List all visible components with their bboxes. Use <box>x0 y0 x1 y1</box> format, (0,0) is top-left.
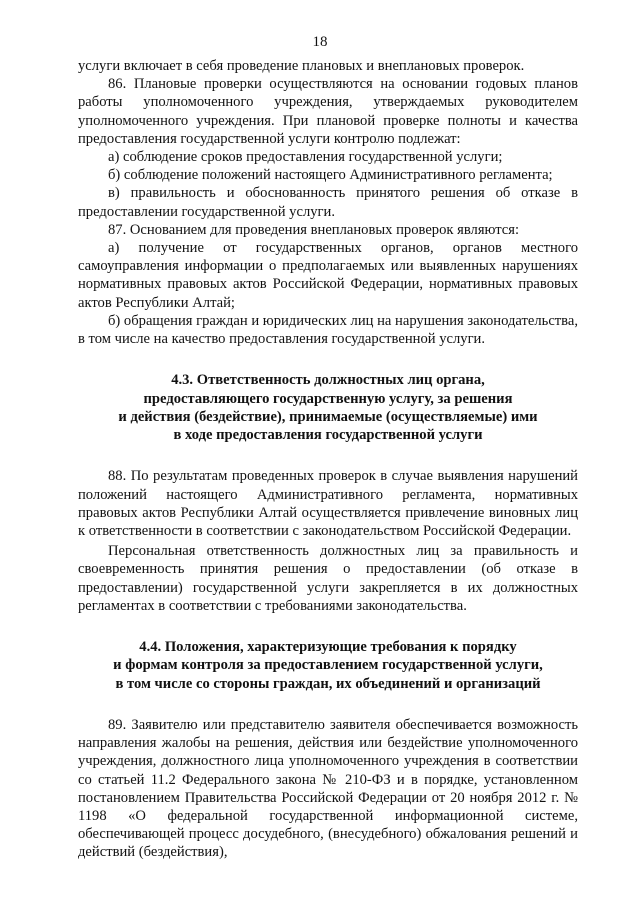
spacer <box>78 693 578 716</box>
heading-line: в ходе предоставления государственной услуги <box>173 427 483 444</box>
paragraph-86: 86. Плановые проверки осуществляются на основании годовых планов работы уполномоченного учреждения, утверждаемых руководителем уполномоченного учреждения. При плановой проверке полноты и качества предоставления государственной услуги контролю подлежат: <box>78 76 578 147</box>
heading-line: и формам контроля за предоставлением государственной услуги, <box>113 657 543 674</box>
list-item-b-regulation: б) соблюдение положений настоящего Административного регламента; <box>108 167 553 184</box>
list-item-v-refusal: в) правильность и обоснованность принятого решения об отказе в предоставлении государственной услуги. <box>78 185 578 220</box>
heading-line: 4.4. Положения, характеризующие требования к порядку <box>139 639 517 656</box>
list-item-a-information: а) получение от государственных органов, органов местного самоуправления информации о предполагаемых или выявленных нарушениях нормативных правовых актов Российской Федерации, нормативных правовых актов Республики Алтай; <box>78 240 578 311</box>
list-item-b-appeals: б) обращения граждан и юридических лиц на нарушения законодательства, в том числе на качество предоставления государственной услуги. <box>78 312 578 348</box>
paragraph-89: 89. Заявителю или представителю заявителя обеспечивается возможность направления жалобы на решения, действия или бездействие уполномоченного учреждения, должностного лица уполномоченного учреждения в соответствии со статьей 11.2 Федерального закона № 210-ФЗ и в порядке, установленном постановлением Правительства Российской Федерации от 20 ноября 2012 г. № 1198 «О федеральной государственной информационной системе, обеспечивающей процесс досудебного, (внесудебного) обжалования решений и действий (бездействия), <box>78 716 578 861</box>
heading-line: в том числе со стороны граждан, их объединений и организаций <box>115 675 541 692</box>
page-number: 18 <box>312 34 328 50</box>
paragraph-87: 87. Основанием для проведения внеплановых проверок являются: <box>108 221 520 238</box>
list-item-a-deadlines: а) соблюдение сроков предоставления государственной услуги; <box>108 149 503 166</box>
heading-line: предоставляющего государственную услугу, за решения <box>143 390 513 407</box>
spacer <box>78 348 578 371</box>
paragraph-personal-responsibility: Персональная ответственность должностных лиц за правильность и своевременность принятия решения о предоставлении (об отказе в предоставлении) государственной услуги закрепляется в их должностных регламентах в соответствии с требованиями законодательства. <box>78 543 578 614</box>
section-4-4-heading <box>78 638 578 693</box>
page-content <box>78 57 578 862</box>
spacer <box>78 615 578 638</box>
paragraph-88: 88. По результатам проведенных проверок в случае выявления нарушений положений настоящего Административного регламента, нормативных правовых актов Республики Алтай осуществляется привлечение виновных лиц к ответственности в соответствии с законодательством Российской Федерации. <box>78 468 578 540</box>
paragraph-continuation: услуги включает в себя проведение плановых и внеплановых проверок. <box>78 58 525 74</box>
heading-line: и действия (бездействие), принимаемые (осуществляемые) ими <box>118 408 538 425</box>
section-4-3-heading <box>78 371 578 444</box>
heading-line: 4.3. Ответственность должностных лиц органа, <box>171 372 485 389</box>
spacer <box>78 444 578 467</box>
